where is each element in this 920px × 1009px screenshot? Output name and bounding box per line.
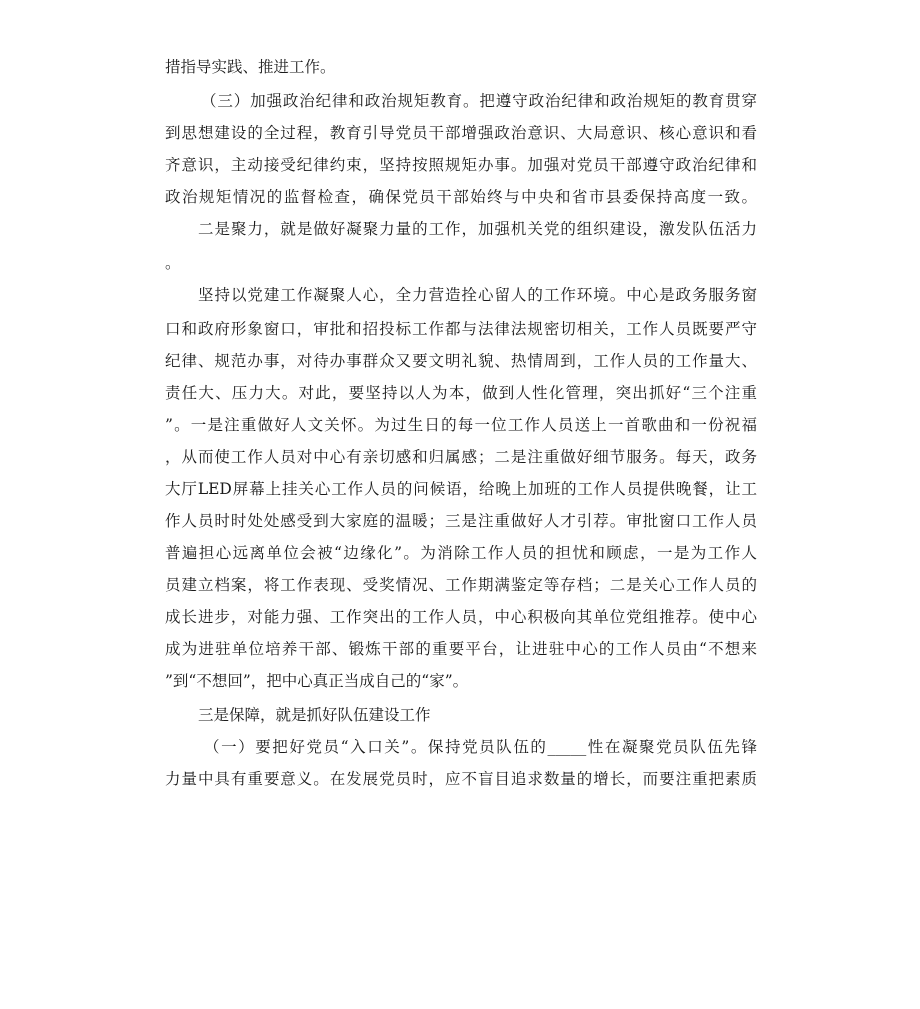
text-line: 到思想建设的全过程，教育引导党员干部增强政治意识、大局意识、核心意识和看 — [165, 124, 757, 142]
text-line: 成为进驻单位培养干部、锻炼干部的重要平台，让进驻中心的工作人员由“不想来 — [165, 640, 757, 658]
paragraph-heading-3: （三）加强政治纪律和政治规矩教育。把遵守政治纪律和政治规矩的教育贯穿 — [201, 92, 757, 110]
text-line: 力量中具有重要意义。在发展党员时，应不盲目追求数量的增长，而要注重把素质 — [165, 770, 757, 788]
text-line: 成长进步，对能力强、工作突出的工作人员，中心积极向其单位党组推荐。使中心 — [165, 608, 757, 626]
text-line: 作人员时时处处感受到大家庭的温暖；三是注重做好人才引荐。审批窗口工作人员 — [165, 512, 757, 530]
section-heading-3: 三是保障，就是抓好队伍建设工作 — [198, 706, 431, 724]
text-line: 政治规矩情况的监督检查，确保党员干部始终与中央和省市县委保持高度一致。 — [165, 188, 757, 206]
paragraph-heading-1: （一）要把好党员“入口关”。保持党员队伍的_____性在凝聚党员队伍先锋 — [204, 738, 757, 756]
section-heading-2: 二是聚力，就是做好凝聚力量的工作，加强机关党的组织建设，激发队伍活力 — [198, 220, 757, 238]
text-line: ，从而使工作人员对中心有亲切感和归属感；二是注重做好细节服务。每天，政务 — [165, 448, 757, 466]
text-line: 大厅LED屏幕上挂关心工作人员的问候语，给晚上加班的工作人员提供晚餐，让工 — [165, 480, 757, 498]
text-line: 员建立档案，将工作表现、受奖情况、工作期满鉴定等存档；二是关心工作人员的 — [165, 576, 757, 594]
text-line: 齐意识，主动接受纪律约束，坚持按照规矩办事。加强对党员干部遵守政治纪律和 — [165, 156, 757, 174]
text-line: 。 — [165, 254, 181, 272]
text-line: ”到“不想回”，把中心真正当成自己的“家”。 — [165, 672, 469, 690]
text-line: 口和政府形象窗口，审批和招投标工作都与法律法规密切相关，工作人员既要严守 — [165, 320, 757, 338]
paragraph-start: 坚持以党建工作凝聚人心，全力营造拴心留人的工作环境。中心是政务服务窗 — [198, 286, 757, 304]
text-line: ”。一是注重做好人文关怀。为过生日的每一位工作人员送上一首歌曲和一份祝福 — [165, 416, 757, 434]
text-line: 普遍担心远离单位会被“边缘化”。为消除工作人员的担忧和顾虑，一是为工作人 — [165, 544, 757, 562]
text-line: 纪律、规范办事，对待办事群众又要文明礼貌、热情周到，工作人员的工作量大、 — [165, 352, 757, 370]
text-line: 措指导实践、推进工作。 — [165, 58, 336, 76]
text-line: 责任大、压力大。对此，要坚持以人为本，做到人性化管理，突出抓好“三个注重 — [165, 384, 757, 402]
